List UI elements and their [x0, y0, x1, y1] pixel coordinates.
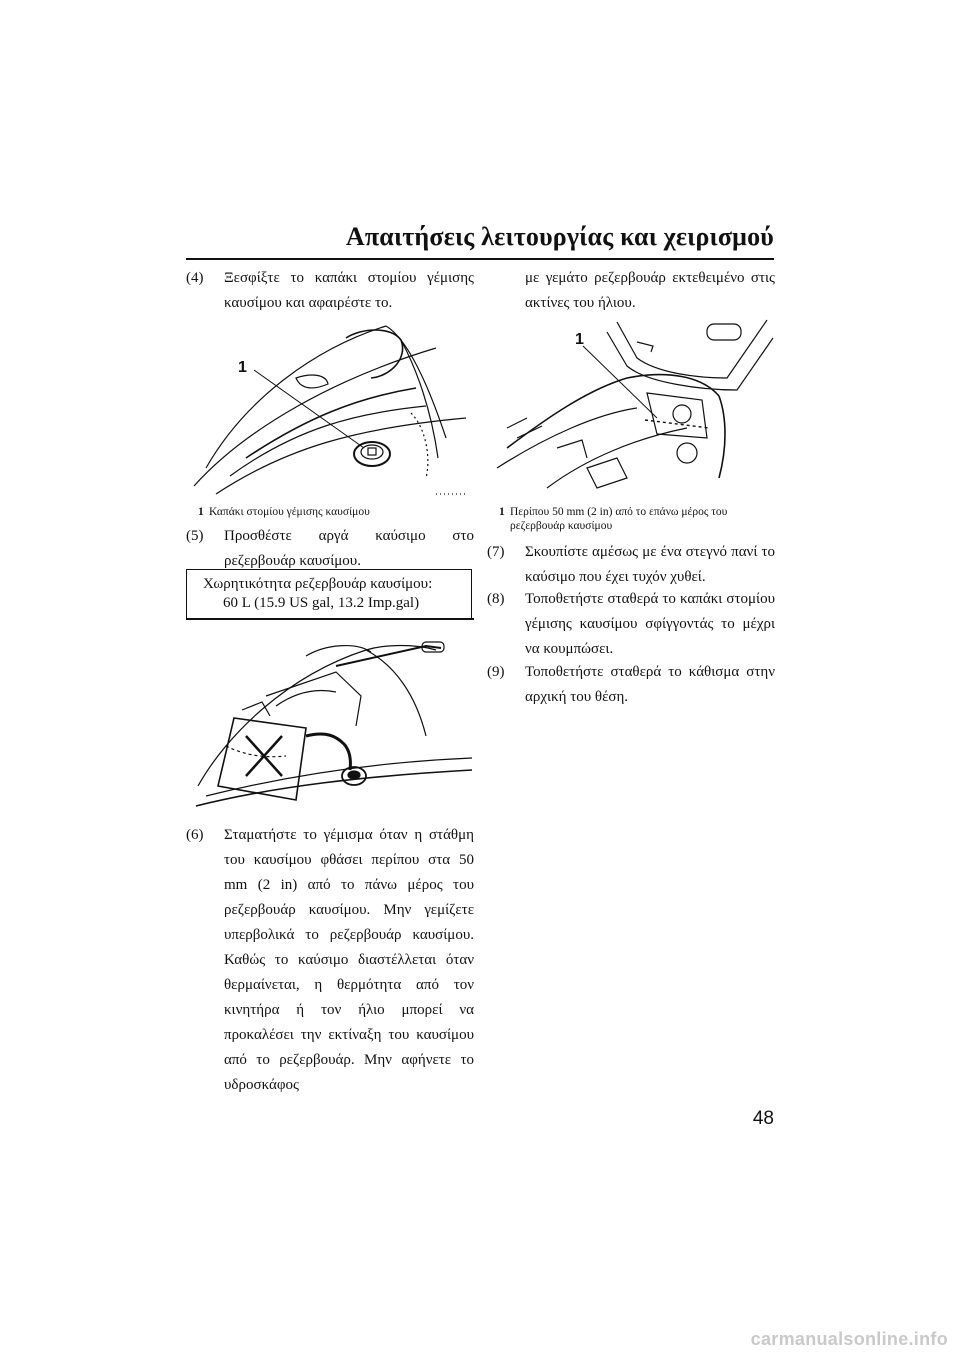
figure3-caption-text: Περίπου 50 mm (2 in) από το επάνω μέρος του ρεζερβουάρ καυσίμου — [510, 506, 728, 532]
step-5-number: (5) — [186, 528, 204, 544]
step-6-continuation: με γεμάτο ρεζερβουάρ εκτεθειμένο στις ακτίνες του ήλιου. — [525, 270, 775, 311]
step-4 — [186, 266, 474, 316]
fuel-capacity-box — [186, 569, 472, 619]
step-6-number: (6) — [186, 827, 204, 843]
step-5 — [186, 524, 474, 574]
figure1-caption — [186, 505, 474, 519]
step-9 — [487, 660, 775, 710]
page-number: 48 — [752, 1108, 774, 1129]
fuel-capacity-box-rule — [186, 618, 474, 620]
step-8 — [487, 587, 775, 662]
step-6 — [186, 823, 474, 1098]
step-7 — [487, 540, 775, 590]
step-9-text: Τοποθετήστε σταθερά το κάθισμα στην αρχική του θέση. — [525, 664, 775, 705]
step-5-text: Προσθέστε αργά καύσιμο στο ρεζερβουάρ καυσίμου. — [224, 528, 474, 569]
step-9-number: (9) — [487, 664, 505, 680]
step-4-number: (4) — [186, 270, 204, 286]
figure1-caption-text: Καπάκι στομίου γέμισης καυσίμου — [209, 506, 370, 518]
fuel-capacity-label: Χωρητικότητα ρεζερβουάρ καυσίμου: — [203, 576, 433, 592]
step-4-text: Ξεσφίξτε το καπάκι στομίου γέμισης καυσίμου και αφαιρέστε το. — [224, 270, 474, 311]
page-header-title: Απαιτήσεις λειτουργίας και χειρισμού — [345, 222, 774, 251]
figure3-caption — [487, 505, 775, 533]
step-8-number: (8) — [487, 591, 505, 607]
refuelling-illustration — [186, 636, 474, 814]
header-rule — [186, 258, 774, 260]
figure3-caption-number: 1 — [499, 506, 505, 518]
step-6-text: Σταματήστε το γέμισμα όταν η στάθμη του καυσίμου φθάσει περίπου στα 50 mm (2 in) από το πάνω μέρος του ρεζερβουάρ καυσίμου. Μην γεμίζετε υπερβολικά το ρεζερβουάρ καυσίμου. Καθώς το καύσιμο διαστέλλεται όταν θερμαίνεται, η θερμότητα από τον κινητήρα ή τον ήλιο μπορεί να προκαλέσει την εκτίναξη του καυσίμου από το ρεζερβουάρ. Μην αφήνετε το υδροσκάφος — [224, 827, 474, 1093]
step-7-text: Σκουπίστε αμέσως με ένα στεγνό πανί το καύσιμο που έχει τυχόν χυθεί. — [525, 544, 775, 585]
fuel-level-illustration — [487, 318, 775, 498]
figure1-caption-number: 1 — [198, 506, 204, 518]
watermark-link[interactable]: carmanualsonline.info — [750, 1329, 948, 1349]
figure3-callout: 1 — [575, 331, 584, 348]
step-8-text: Τοποθετήστε σταθερά το καπάκι στομίου γέμισης καυσίμου σφίγγοντάς το μέχρι να κουμπώσει. — [525, 591, 775, 657]
figure1-callout: 1 — [238, 359, 247, 376]
step-7-number: (7) — [487, 544, 505, 560]
fuel-capacity-value: 60 L (15.9 US gal, 13.2 Imp.gal) — [223, 595, 420, 611]
fuel-cap-illustration — [186, 318, 474, 498]
